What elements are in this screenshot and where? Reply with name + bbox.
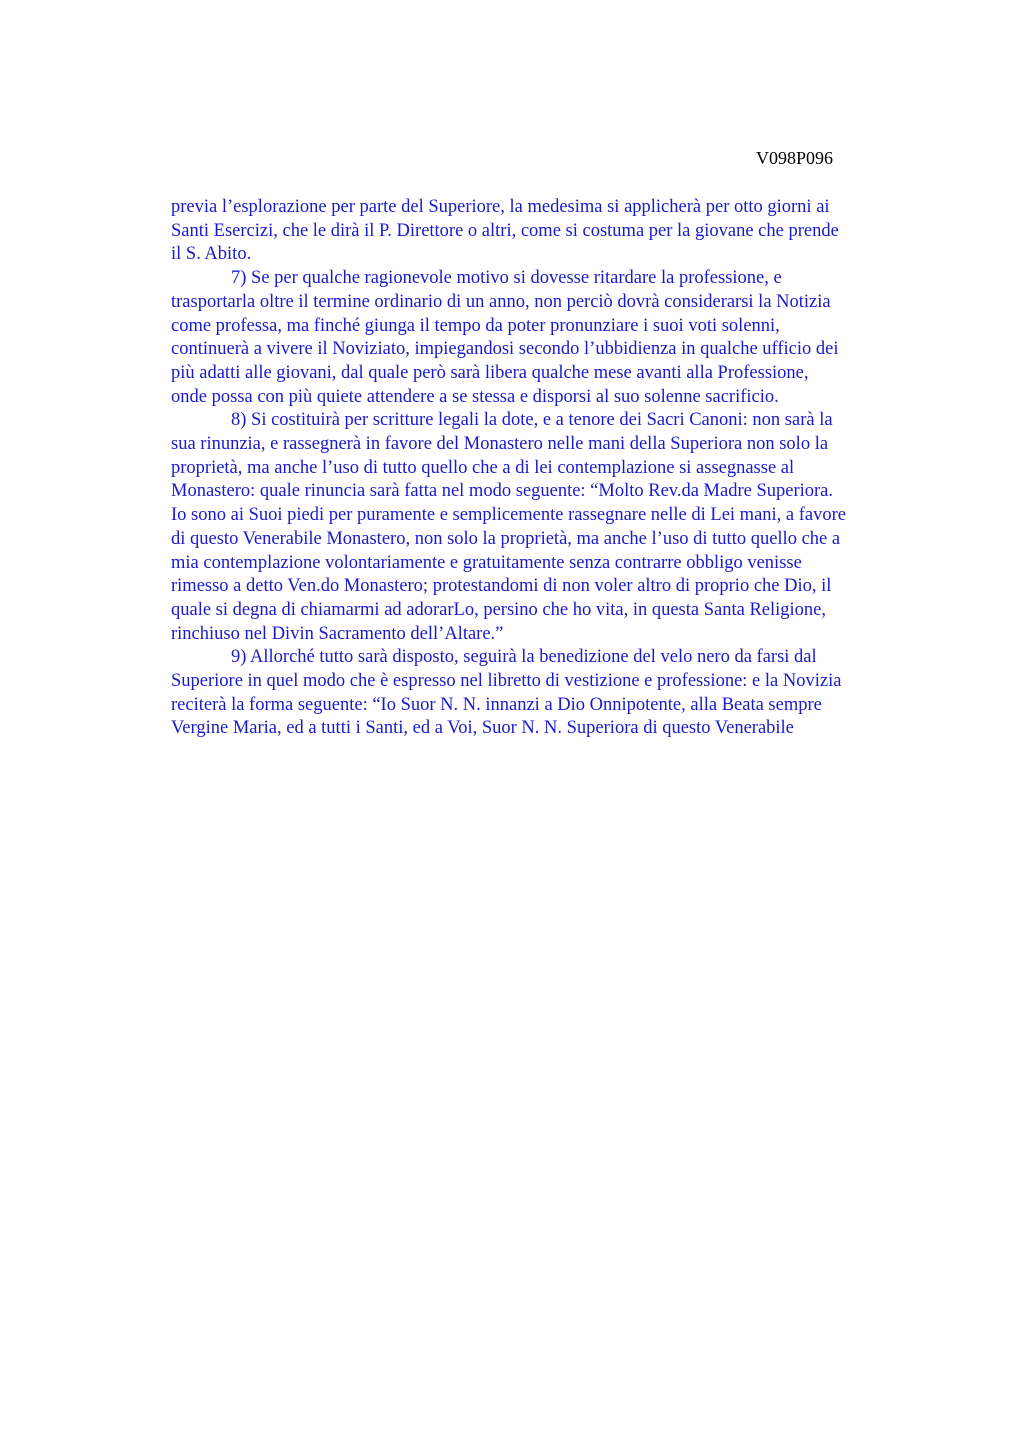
- text-line: Io sono ai Suoi piedi per puramente e semplicemente rassegnare nelle di Lei mani, a favore: [171, 505, 846, 526]
- text-line: continuerà a vivere il Noviziato, impiegandosi secondo l’ubbidienza in qualche ufficio dei: [171, 339, 839, 360]
- text-line: di questo Venerabile Monastero, non solo la proprietà, ma anche l’uso di tutto quello che a: [171, 528, 841, 549]
- paragraph-9-start: 9) Allorché tutto sarà disposto, seguirà la benedizione del velo nero da farsi dal: [231, 647, 817, 668]
- text-line: trasportarla oltre il termine ordinario di un anno, non perciò dovrà considerarsi la Notizia: [171, 291, 831, 312]
- document-body: [171, 196, 941, 741]
- text-line: reciterà la forma seguente: “Io Suor N. N. innanzi a Dio Onnipotente, alla Beata sempre: [171, 694, 822, 715]
- text-line: come professa, ma finché giunga il tempo da poter pronunziare i suoi voti solenni,: [171, 315, 780, 336]
- text-line: Santi Esercizi, che le dirà il P. Direttore o altri, come si costuma per la giovane che prende: [171, 220, 839, 241]
- text-line: rimesso a detto Ven.do Monastero; protestandomi di non voler altro di proprio che Dio, il: [171, 576, 832, 597]
- text-line: Monastero: quale rinuncia sarà fatta nel modo seguente: “Molto Rev.da Madre Superiora.: [171, 481, 834, 502]
- text-line: il S. Abito.: [171, 244, 252, 265]
- text-line: Superiore in quel modo che è espresso nel libretto di vestizione e professione: e la Novizia: [171, 671, 842, 692]
- text-line: previa l’esplorazione per parte del Superiore, la medesima si applicherà per otto giorni ai: [171, 197, 830, 217]
- page-identifier: V098P096: [756, 148, 834, 168]
- text-line: quale si degna di chiamarmi ad adorarLo, persino che ho vita, in questa Santa Religione,: [171, 599, 827, 620]
- text-line: onde possa con più quiete attendere a se stessa e disporsi al suo solenne sacrificio.: [171, 386, 779, 407]
- text-line: proprietà, ma anche l’uso di tutto quello che a di lei contemplazione si assegnasse al: [171, 457, 795, 478]
- paragraph-8-start: 8) Si costituirà per scritture legali la dote, e a tenore dei Sacri Canoni: non sarà la: [231, 410, 833, 431]
- text-line: più adatti alle giovani, dal quale però sarà libera qualche mese avanti alla Professione,: [171, 362, 809, 383]
- text-line: sua rinunzia, e rassegnerà in favore del Monastero nelle mani della Superiora non solo la: [171, 434, 829, 455]
- text-line: Vergine Maria, ed a tutti i Santi, ed a Voi, Suor N. N. Superiora di questo Venerabile: [171, 718, 794, 739]
- text-line: rinchiuso nel Divin Sacramento dell’Altare.”: [171, 623, 504, 644]
- text-line: mia contemplazione volontariamente e gratuitamente senza contrarre obbligo venisse: [171, 552, 802, 573]
- paragraph-7-start: 7) Se per qualche ragionevole motivo si dovesse ritardare la professione, e: [231, 268, 782, 289]
